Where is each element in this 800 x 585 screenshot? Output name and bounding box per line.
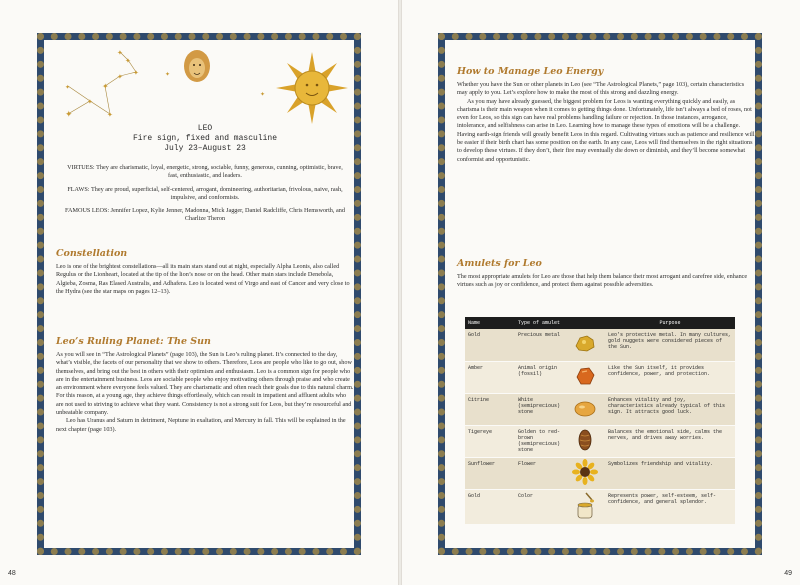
table-row xyxy=(465,361,735,393)
amulet-purpose: Leo’s protective metal. In many cultures, gold nuggets were considered pieces of the Sun. xyxy=(605,329,735,361)
svg-text:✦: ✦ xyxy=(107,111,113,119)
energy-heading: How to Manage Leo Energy xyxy=(457,66,604,77)
amulets-section xyxy=(457,258,755,290)
citrine-stone-icon xyxy=(572,395,598,421)
table-row xyxy=(465,425,735,457)
amulet-type: Color xyxy=(515,489,571,524)
tigereye-stone-icon xyxy=(572,427,598,453)
table-row xyxy=(465,489,735,524)
right-page xyxy=(402,0,800,585)
amulet-name: Sunflower xyxy=(465,457,515,489)
sign-name: LEO xyxy=(197,124,213,133)
constellation-heading: Constellation xyxy=(56,248,128,259)
amulet-type: Precious metal xyxy=(515,329,571,361)
amulets-table xyxy=(465,317,735,525)
column-header: Purpose xyxy=(605,317,735,329)
amulet-type: Animal origin (fossil) xyxy=(515,361,571,393)
amulet-name: Amber xyxy=(465,361,515,393)
amulet-type: White (semiprecious) stone xyxy=(515,393,571,425)
table-row xyxy=(465,393,735,425)
amulet-purpose: Enhances vitality and joy, characteristics already typical of this sign. It attracts good luck. xyxy=(605,393,735,425)
amulet-name: Gold xyxy=(465,329,515,361)
gold-nugget-icon xyxy=(572,330,598,356)
svg-text:✦: ✦ xyxy=(117,49,123,57)
page-number: 49 xyxy=(784,570,792,577)
energy-paragraph-1: Whether you have the Sun or other planets in Leo (see “The Astrological Planets,” page 103), certain characteristics may apply to you. Let’s explore how to make the most of this strong and dazzling energy. xyxy=(457,81,745,97)
famous-leos-text: FAMOUS LEOS: Jennifer Lopez, Kylie Jenner, Madonna, Mick Jagger, Daniel Radcliffe, Chris Hemsworth, and Charlize Theron xyxy=(65,207,345,223)
energy-paragraph-2: As you may have already guessed, the biggest problem for Leos is wanting everything quickly and easily, as charisma is their main weapon when it comes to getting things done. Unfortunately, life isn’t always a bed of roses, not even for Leos, so this sign can have real problems handling failure or rejection. In those instances, arrogance, intolerance, and selfishness can arise in Leo. Learning how to manage these types of emotions will be a challenge. Having earth-sign friends will greatly benefit Leos in this regard. Cultivating virtues such as patience and resilience will be easier if their birth chart has some position on the earth. In any case, Leos will find themselves in the right situations to develop these virtues. If they don’t, their fire may eventually die down or diminish, and they’ll become somewhat conformist and opportunistic. xyxy=(457,97,755,163)
amulets-heading: Amulets for Leo xyxy=(457,258,542,269)
svg-text:✦: ✦ xyxy=(117,73,123,81)
table-row xyxy=(465,457,735,489)
decorative-border xyxy=(438,33,762,555)
svg-text:✦: ✦ xyxy=(260,92,266,98)
amulet-name: Gold xyxy=(465,489,515,524)
left-page xyxy=(0,0,398,585)
amulet-purpose: Represents power, self-esteem, self-confidence, and general splendor. xyxy=(605,489,735,524)
sunflower-icon xyxy=(572,459,598,485)
sign-heading xyxy=(50,124,360,154)
ruling-planet-paragraph-2: Leo has Uranus and Saturn in detriment, Neptune in exaltation, and Mercury in fall. This will be explained in the next chapter (page 103). xyxy=(56,417,346,433)
flaws-text: FLAWS: They are proud, superficial, self-centered, arrogant, domineering, authoritarian, frivolous, naive, rash, impulsive, and conformists. xyxy=(67,185,343,201)
decorative-border xyxy=(37,33,361,555)
amulet-type: Flower xyxy=(515,457,571,489)
column-header: Type of amulet xyxy=(515,317,571,329)
sign-dates: July 23–August 23 xyxy=(164,144,246,153)
amulet-purpose: Like the Sun itself, it provides confidence, power, and protection. xyxy=(605,361,735,393)
svg-text:✦: ✦ xyxy=(65,109,73,119)
amulet-name: Citrine xyxy=(465,393,515,425)
ruling-planet-section xyxy=(56,336,354,434)
virtues-text: VIRTUES: They are charismatic, loyal, energetic, strong, sociable, funny, generous, cunning, optimistic, brave, fast, enthusiastic, and leaders. xyxy=(67,164,343,180)
amulet-purpose: Balances the emotional side, calms the nerves, and drives away worries. xyxy=(605,425,735,457)
amulet-type: Golden to red-brown (semiprecious) stone xyxy=(515,425,571,457)
sun-icon xyxy=(276,52,348,124)
svg-text:✦: ✦ xyxy=(125,57,131,65)
amulet-purpose: Symbolizes friendship and vitality. xyxy=(605,457,735,489)
ruling-planet-heading: Leo’s Ruling Planet: The Sun xyxy=(56,336,211,347)
svg-text:✦: ✦ xyxy=(87,98,93,106)
gold-paint-jar-icon xyxy=(572,491,598,521)
column-header xyxy=(571,317,605,329)
svg-text:✦: ✦ xyxy=(102,82,109,91)
ruling-planet-paragraph-1: As you will see in “The Astrological Planets” (page 103), the Sun is Leo’s ruling planet. It’s connected to the day, what’s visible, the facets of our personality that we show to others. Therefore, Leos are people who like to go out, show themselves, and bring out the best in others with their optimism and enthusiasm. Leo is a common sign for people who are in the entertainment business. Leos are sociable people who enjoy motivating others through praise and who create an environment where everyone feels valued. They are charismatic and often reach their goals due to this natural charm. For this reason, at a young age, they achieve things effortlessly, which can result in impatient and affluent adults who are not used to striving to achieve what they want. Consistency is not a strong suit for Leos, but they’re resourceful and unbeatable company. xyxy=(56,351,354,417)
amulets-intro: The most appropriate amulets for Leo are those that help them balance their most arrogant and carefree side, enhance virtues such as joy or confidence, and protect them against possible adversities. xyxy=(457,273,748,289)
page-number: 48 xyxy=(8,570,16,577)
table-header-row xyxy=(465,317,735,329)
svg-text:✦: ✦ xyxy=(133,69,139,77)
svg-text:✦: ✦ xyxy=(65,85,71,91)
constellation-text: Leo is one of the brightest constellations—all its main stars stand out at night, especially Alpha Leonis, also called Regulus or the Lionheart, located at the tip of the lion’s nose or on the head. Other main stars include Denebola, Algieba, Zosma, Ras Elased Australis, and Adhafera. Leo is located west of Virgo and east of Cancer and very close to the Hydra (see the star maps on pages 12–13). xyxy=(56,263,350,295)
amulet-name: Tigereye xyxy=(465,425,515,457)
sign-element: Fire sign, fixed and masculine xyxy=(132,134,278,143)
table-row xyxy=(465,329,735,361)
lion-head-icon xyxy=(184,50,210,82)
traits-block xyxy=(62,164,348,229)
column-header: Name xyxy=(465,317,515,329)
energy-section xyxy=(457,66,755,164)
svg-text:✦: ✦ xyxy=(165,72,171,78)
amber-stone-icon xyxy=(572,363,598,389)
constellation-section xyxy=(56,248,354,296)
